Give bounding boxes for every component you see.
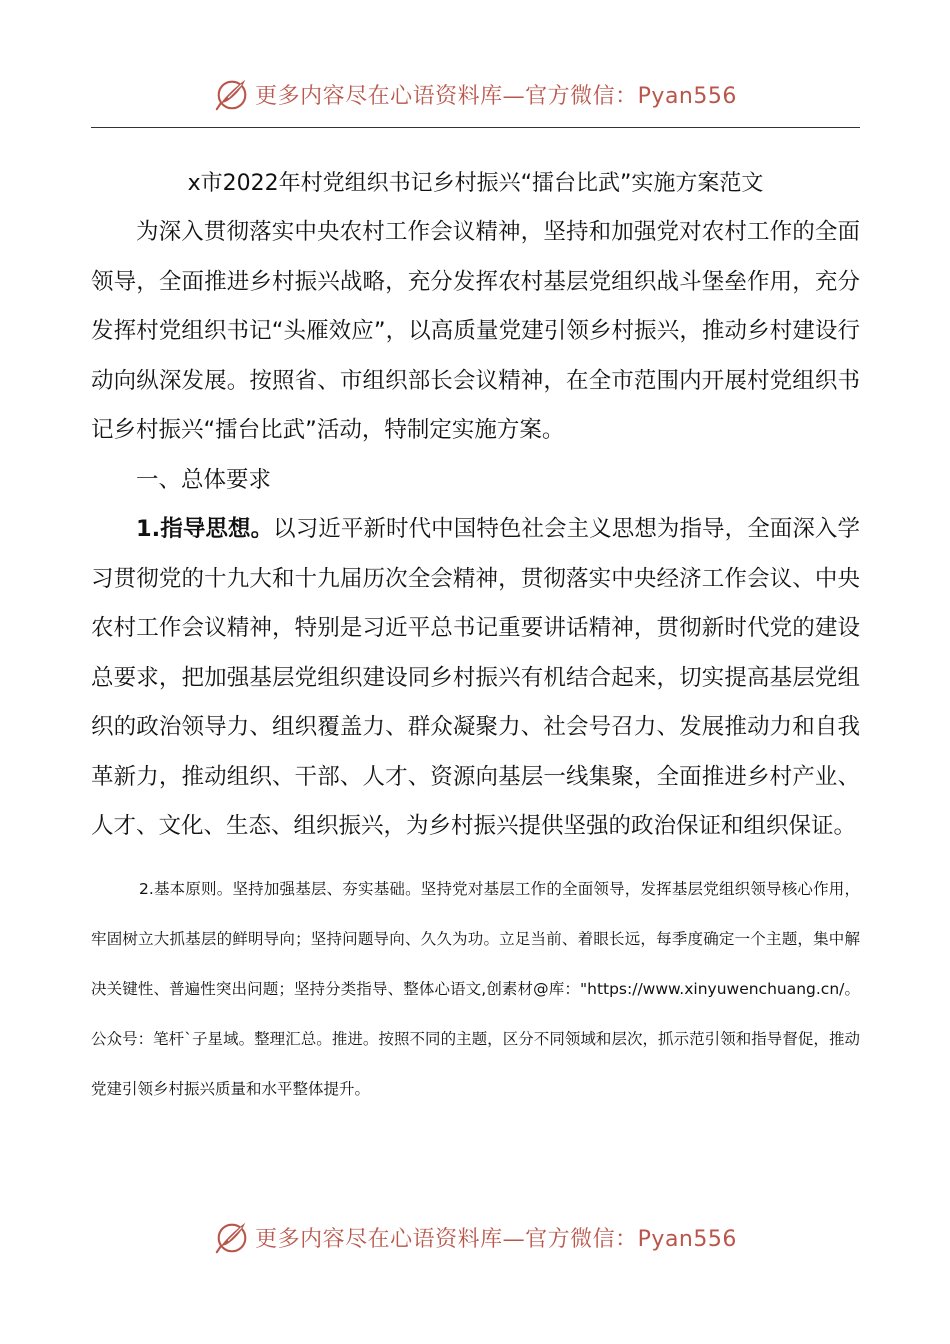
header-banner-text: 更多内容尽在心语资料库—官方微信：Pyan556 — [255, 83, 737, 109]
quill-pen-logo-icon — [213, 1218, 251, 1256]
document-body — [91, 160, 860, 1114]
header-divider — [91, 127, 860, 128]
section-heading: 一、总体要求 — [136, 466, 272, 493]
header-banner — [0, 70, 950, 118]
intro-paragraph: 为深入贯彻落实中央农村工作会议精神，坚持和加强党对农村工作的全面领导，全面推进乡村振兴战略，充分发挥农村基层党组织战斗堡垒作用，充分发挥村党组织书记“头雁效应”，以高质量党建引领乡村振兴，推动乡村建设行动向纵深发展。按照省、市组织部长会议精神，在全市范围内开展村党组织书记乡村振兴“擂台比武”活动，特制定实施方案。 — [91, 219, 860, 443]
guiding-thought-paragraph — [91, 505, 860, 852]
footer-wechat-id: Pyan556 — [637, 1226, 737, 1252]
guiding-thought-body: 以习近平新时代中国特色社会主义思想为指导，全面深入学习贯彻党的十九大和十九届历次全会精神，贯彻落实中央经济工作会议、中央农村工作会议精神，特别是习近平总书记重要讲话精神，贯彻新时代党的建设总要求，把加强基层党组织建设同乡村振兴有机结合起来，切实提高基层党组织的政治领导力、组织覆盖力、群众凝聚力、社会号召力、发展推动力和自我革新力，推动组织、干部、人才、资源向基层一线集聚，全面推进乡村产业、人才、文化、生态、组织振兴，为乡村振兴提供坚强的政治保证和组织保证。 — [91, 516, 860, 839]
document-title: x市2022年村党组织书记乡村振兴“擂台比武”实施方案范文 — [187, 171, 764, 196]
guiding-thought-lead: 1.指导思想。 — [136, 516, 274, 542]
quill-pen-logo-icon — [213, 75, 251, 113]
footer-banner-text: 更多内容尽在心语资料库—官方微信：Pyan556 — [255, 1226, 737, 1252]
header-wechat-id: Pyan556 — [637, 83, 737, 109]
footer-banner — [0, 1213, 950, 1261]
principles-paragraph: 2.基本原则。坚持加强基层、夯实基础。坚持党对基层工作的全面领导，发挥基层党组织领导核心作用，牢固树立大抓基层的鲜明导向；坚持问题导向、久久为功。立足当前、着眼长远，每季度确定一个主题，集中解决关键性、普遍性突出问题；坚持分类指导、整体心语文,创素材@库："https://www.xinyuwenchuang.cn/。公众号：笔杆`子星域。整理汇总。推进。按照不同的主题，区分不同领域和层次，抓示范引领和指导督促，推动党建引领乡村振兴质量和水平整体提升。 — [91, 879, 860, 1098]
